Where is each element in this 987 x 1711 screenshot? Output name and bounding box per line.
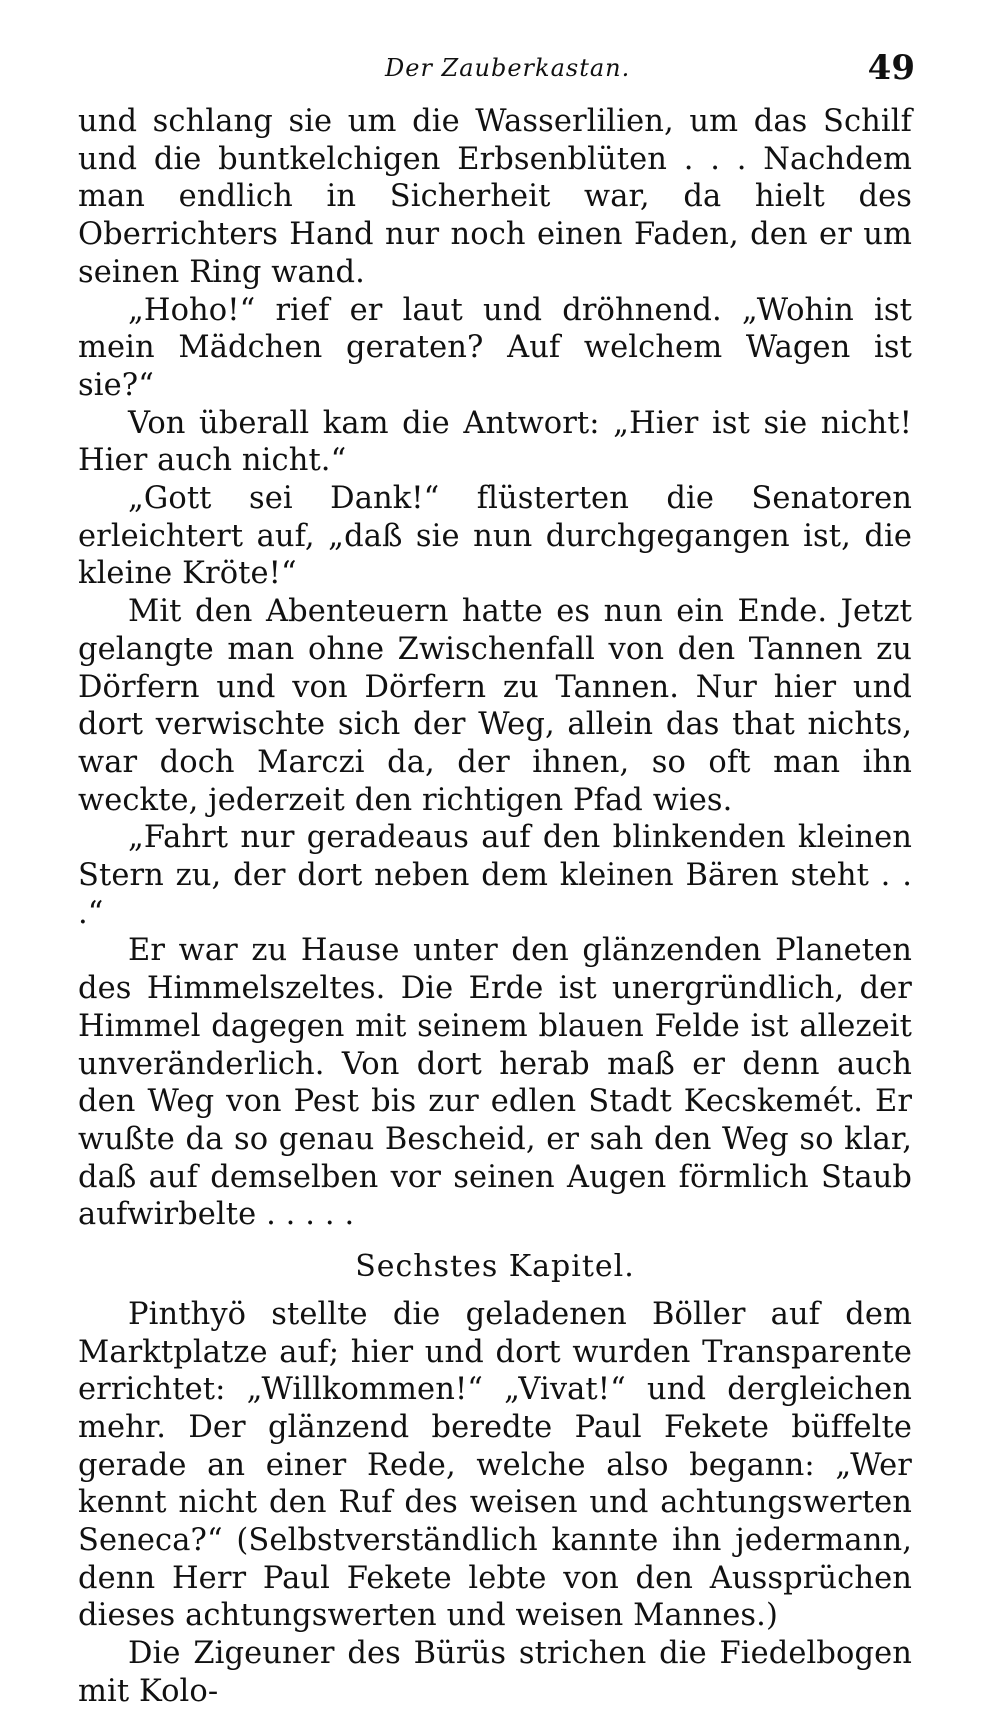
paragraph: Von überall kam die Antwort: „Hier ist sie nicht! Hier auch nicht.“ bbox=[78, 405, 912, 479]
paragraph: „Hoho!“ rief er laut und dröhnend. „Wohin ist mein Mädchen geraten? Auf welchem Wagen ist sie?“ bbox=[78, 292, 912, 403]
paragraph: „Gott sei Dank!“ flüsterten die Senatoren erleichtert auf, „daß sie nun durchgegangen ist, die kleine Kröte!“ bbox=[78, 481, 912, 592]
paragraph: Pinthyö stellte die geladenen Böller auf dem Marktplatze auf; hier und dort wurden Transparente errichtet: „Willkommen!“ „Vivat!“ und dergleichen mehr. Der glänzend beredte Paul Fekete büffelte gerade an einer Rede, welche also begann: „Wer kennt nicht den Ruf des weisen und achtungswerten Seneca?“ (Selbstverständlich kannte ihn jedermann, denn Herr Paul Fekete lebte von den Aussprüchen dieses achtungswerten und weisen Mannes.) bbox=[78, 1296, 912, 1634]
chapter-heading: Sechstes Kapitel. bbox=[355, 1249, 635, 1285]
paragraph: „Fahrt nur geradeaus auf den blinkenden kleinen Stern zu, der dort neben dem kleinen Bären steht . . .“ bbox=[78, 820, 912, 931]
paragraph: und schlang sie um die Wasserlilien, um das Schilf und die buntkelchigen Erbsenblüten . . . Nachdem man endlich in Sicherheit war, da hielt des Oberrichters Hand nur noch einen Faden, den er um seinen Ring wand. bbox=[78, 104, 912, 290]
running-title: Der Zauberkastan. bbox=[385, 54, 631, 82]
paragraph: Die Zigeuner des Bürüs strichen die Fiedelbogen mit Kolo- bbox=[78, 1636, 912, 1709]
page-number: 49 bbox=[867, 48, 915, 88]
paragraph: Er war zu Hause unter den glänzenden Planeten des Himmelszeltes. Die Erde ist unergründlich, der Himmel dagegen mit seinem blauen Felde ist allezeit unveränderlich. Von dort herab maß er denn auch den Weg von Pest bis zur edlen Stadt Kecskemét. Er wußte da so genau Bescheid, er sah den Weg so klar, daß auf demselben vor seinen Augen förmlich Staub aufwirbelte . . . . . bbox=[78, 933, 912, 1233]
paragraph: Mit den Abenteuern hatte es nun ein Ende. Jetzt gelangte man ohne Zwischenfall von den Tannen zu Dörfern und von Dörfern zu Tannen. Nur hier und dort verwischte sich der Weg, allein das that nichts, war doch Marczi da, der ihnen, so oft man ihn weckte, jederzeit den richtigen Pfad wies. bbox=[78, 594, 912, 818]
running-head bbox=[0, 48, 987, 98]
body-text bbox=[78, 103, 912, 1711]
